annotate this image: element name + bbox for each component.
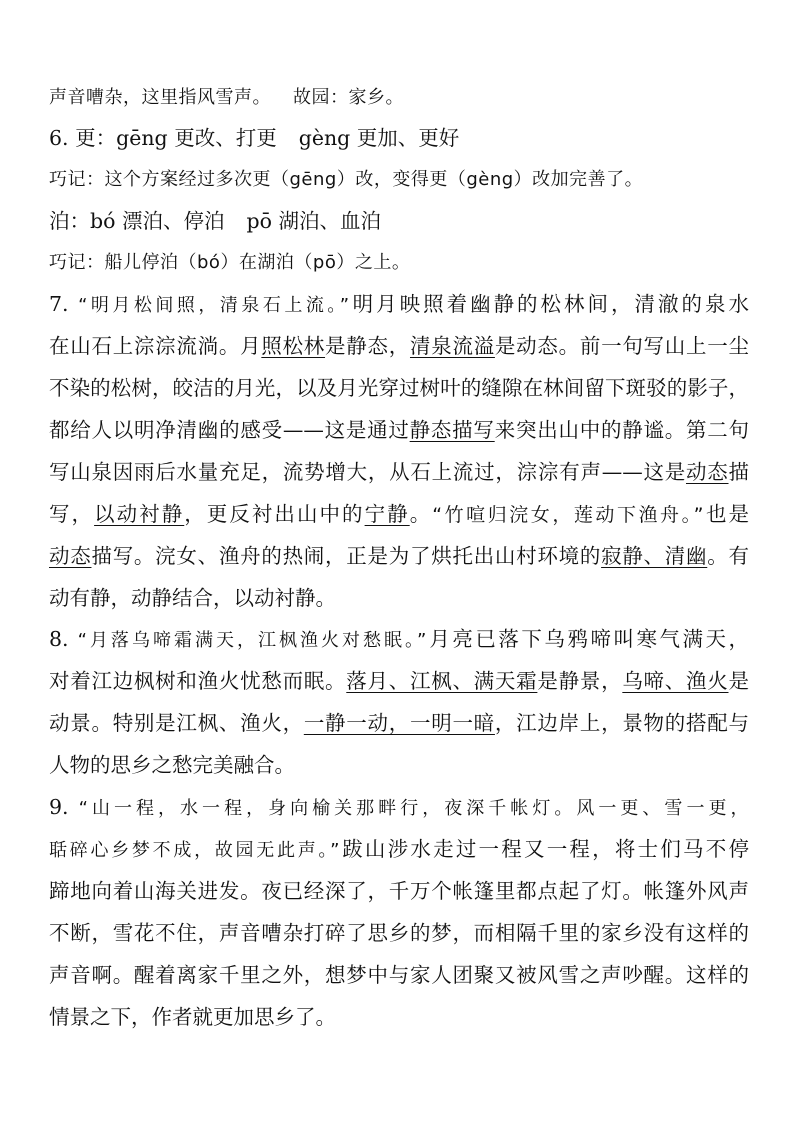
p7-line-1 xyxy=(49,284,749,324)
p7-line-5 xyxy=(49,452,749,492)
gloss-noise: 声音嘈杂，这里指风雪声。 xyxy=(49,87,271,108)
gloss-guyuan: 故园：家乡。 xyxy=(293,87,404,108)
p7-text: 是静态， xyxy=(325,334,410,358)
p7-text: 在山石上淙淙流淌。月 xyxy=(49,334,262,358)
p9-text: 跋山涉水走过一程又一程，将士们马不停 xyxy=(339,837,750,861)
p7-text: 也是 xyxy=(703,502,750,526)
geng-pronunciation-1: 更：gēng 更改、打更 xyxy=(75,126,277,150)
p7-text: 是动态。前一句写山上一尘 xyxy=(494,334,749,358)
p7-text: 明月映照着幽静的松林间，清澈的泉水 xyxy=(349,292,749,316)
p7-text: 。有 xyxy=(707,544,749,568)
p7-text: 写， xyxy=(49,502,95,526)
p7-text: 。 xyxy=(409,502,433,526)
p8-line-1 xyxy=(49,619,749,659)
underlined-term: 落月、江枫、满天霜 xyxy=(346,669,538,693)
p7-line-4 xyxy=(49,410,749,450)
po-pronunciation: pō 湖泊、血泊 xyxy=(246,209,381,233)
underlined-term: 以动衬静 xyxy=(94,502,185,526)
poem-quote-7b: “竹喧归浣女，莲动下渔舟。” xyxy=(432,504,704,526)
p9-line-4: 不断，雪花不住，声音嘈杂打碎了思乡的梦，而相隔千里的家乡没有这样的 xyxy=(49,921,749,945)
p7-line-6 xyxy=(49,494,749,534)
poem-quote-9b: 聒碎心乡梦不成，故园无此声。” xyxy=(49,840,340,861)
item-number-7: 7. xyxy=(49,292,69,316)
p8-line-2 xyxy=(49,661,749,701)
underlined-term: 一静一动，一明一暗 xyxy=(303,711,495,735)
underlined-term: 动态 xyxy=(685,460,729,484)
underlined-term: 照松林 xyxy=(261,334,326,358)
underlined-term: 乌啼、渔火 xyxy=(622,669,729,693)
p9-line-3: 蹄地向着山海关进发。夜已经深了，千万个帐篷里都点起了灯。帐篷外风声 xyxy=(49,879,749,903)
p8-text: ，江边岸上，景物的搭配与 xyxy=(494,711,749,735)
p7-line-7 xyxy=(49,536,749,576)
p8-text: 是 xyxy=(728,669,749,693)
note-line-1 xyxy=(49,78,749,118)
underlined-term: 宁静 xyxy=(364,502,410,526)
item-number-8: 8. xyxy=(49,627,69,651)
bo-pronunciation: 泊：bó 漂泊、停泊 xyxy=(49,209,225,233)
p7-text: 描 xyxy=(728,460,750,484)
p8-line-3 xyxy=(49,703,749,743)
poem-quote-7: “明月松间照，清泉石上流。” xyxy=(78,295,350,316)
bo-po-line xyxy=(49,201,749,241)
p9-line-1 xyxy=(49,787,749,827)
poem-quote-8: “月落乌啼霜满天，江枫渔火对愁眠。” xyxy=(77,630,427,651)
underlined-term: 清泉流溢 xyxy=(409,334,495,358)
item-number-9: 9. xyxy=(49,795,69,819)
p7-text: 都给人以明净清幽的感受——这是通过 xyxy=(49,418,410,442)
p7-text: 描写。浣女、渔舟的热闹，正是为了烘托出山村环境的 xyxy=(91,544,602,568)
geng-pronunciation-2: gèng 更加、更好 xyxy=(298,126,460,150)
p9-line-2 xyxy=(49,829,749,869)
p7-line-8: 动有静，动静结合，以动衬静。 xyxy=(49,586,336,610)
p8-line-4: 人物的思乡之愁完美融合。 xyxy=(49,753,295,777)
item-number-6: 6. xyxy=(49,126,69,150)
p7-text: 来突出山中的静谧。第二句 xyxy=(494,418,750,442)
p8-text: 月亮已落下乌鸦啼叫寒气满天， xyxy=(426,627,749,651)
p7-text: ，更反衬出山中的 xyxy=(184,502,365,526)
mnemonic-bo-po: 巧记：船儿停泊（bó）在湖泊（pō）之上。 xyxy=(49,252,411,273)
p9-line-5: 声音啊。醒着离家千里之外，想梦中与家人团聚又被风雪之声吵醒。这样的 xyxy=(49,963,749,987)
p9-line-6: 情景之下，作者就更加思乡了。 xyxy=(49,1005,336,1029)
p8-text: 动景。特别是江枫、渔火， xyxy=(49,711,304,735)
underlined-term: 寂静、清幽 xyxy=(601,544,708,568)
p8-text: 是静景， xyxy=(537,669,623,693)
underlined-term: 动态 xyxy=(49,544,92,568)
poem-quote-9a: “山一程，水一程，身向榆关那畔行，夜深千帐灯。风一更、雪一更， xyxy=(78,798,749,819)
p7-line-2 xyxy=(49,326,749,366)
p7-text: 写山泉因雨后水量充足，流势增大，从石上流过，淙淙有声——这是 xyxy=(49,460,686,484)
p7-line-3: 不染的松树，皎洁的月光，以及月光穿过树叶的缝隙在林间留下斑驳的影子， xyxy=(49,376,749,400)
mnemonic-geng: 巧记：这个方案经过多次更（gēng）改，变得更（gèng）改加完善了。 xyxy=(49,169,644,190)
underlined-term: 静态描写 xyxy=(409,418,495,442)
item-6-line xyxy=(49,118,749,158)
p8-text: 对着江边枫树和渔火忧愁而眠。 xyxy=(49,669,347,693)
